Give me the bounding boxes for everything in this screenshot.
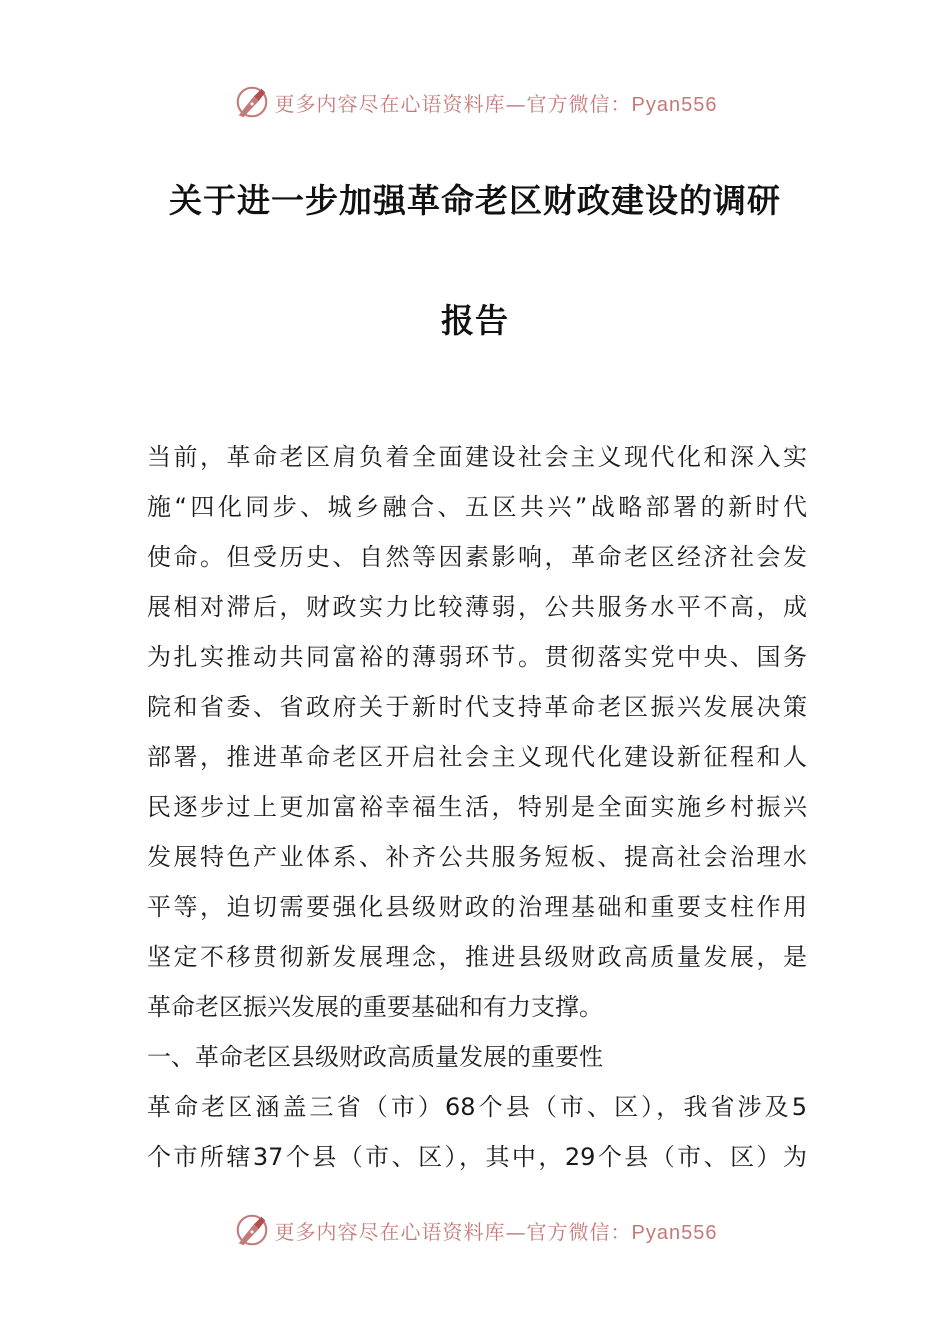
body-line: 施“四化同步、城乡融合、五区共兴”战略部署的新时代	[147, 493, 807, 521]
body-line: 当前，革命老区肩负着全面建设社会主义现代化和深入实	[147, 443, 807, 471]
pen-nib-circle-icon	[233, 1211, 271, 1249]
watermark-text	[275, 88, 718, 117]
watermark-wechat-id: Pyan556	[631, 93, 718, 116]
body-line: 革命老区涵盖三省（市）68个县（市、区），我省涉及5	[147, 1093, 807, 1121]
body-line: 部署，推进革命老区开启社会主义现代化建设新征程和人	[147, 743, 807, 771]
body-line: 民逐步过上更加富裕幸福生活，特别是全面实施乡村振兴	[147, 793, 807, 821]
watermark-header	[0, 80, 950, 124]
watermark-text	[275, 1216, 718, 1245]
watermark-footer	[0, 1208, 950, 1252]
body-line: 平等，迫切需要强化县级财政的治理基础和重要支柱作用	[147, 893, 807, 921]
body-line: 革命老区振兴发展的重要基础和有力支撑。	[147, 993, 603, 1021]
body-line: 坚定不移贯彻新发展理念，推进县级财政高质量发展，是	[147, 943, 807, 971]
body-line: 使命。但受历史、自然等因素影响，革命老区经济社会发	[147, 543, 807, 571]
watermark-dash: —	[505, 1219, 527, 1244]
body-line: 院和省委、省政府关于新时代支持革命老区振兴发展决策	[147, 693, 807, 721]
watermark-wechat-label: 官方微信：	[526, 91, 632, 116]
document-body	[147, 432, 807, 1182]
pen-nib-circle-icon	[233, 83, 271, 121]
watermark-dash: —	[505, 91, 527, 116]
watermark-wechat-id: Pyan556	[631, 1221, 718, 1244]
body-line: 个市所辖37个县（市、区），其中，29个县（市、区）为	[147, 1143, 807, 1171]
document-title-line-2: 报告	[441, 301, 509, 340]
body-line: 发展特色产业体系、补齐公共服务短板、提高社会治理水	[147, 843, 807, 871]
body-line: 为扎实推动共同富裕的薄弱环节。贯彻落实党中央、国务	[147, 643, 807, 671]
watermark-brand: 更多内容尽在心语资料库	[274, 91, 506, 116]
body-line: 展相对滞后，财政实力比较薄弱，公共服务水平不高，成	[147, 593, 807, 621]
watermark-brand: 更多内容尽在心语资料库	[274, 1219, 506, 1244]
watermark-wechat-label: 官方微信：	[526, 1219, 632, 1244]
section-heading: 一、革命老区县级财政高质量发展的重要性	[147, 1043, 603, 1071]
document-title-line-1: 关于进一步加强革命老区财政建设的调研	[169, 181, 781, 220]
